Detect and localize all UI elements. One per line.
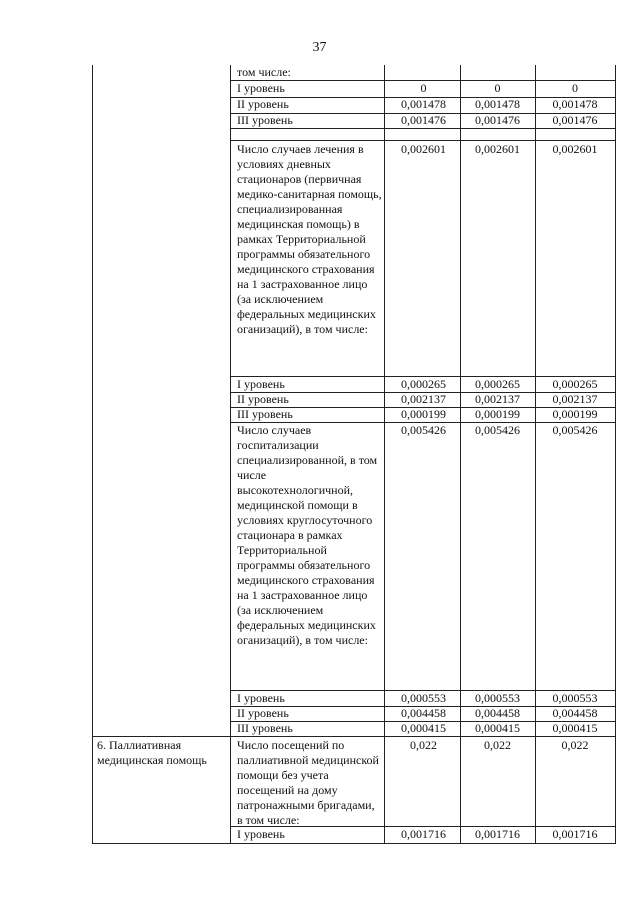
row-label: II уровень (237, 392, 289, 406)
cell-value: 0,000199 (475, 407, 520, 421)
row-label: Число случаев лечения в условиях дневных стационаров (первичная медико-санитарная помощь, специализированная медицинская помощь) в рамках Территориальной программы обязательного медицинского страхования на 1 застрахованное лицо (за исключением федеральных медицинских оганизаций), в том числе: (237, 142, 382, 336)
column-divider (230, 65, 231, 843)
cell-value: 0,000265 (401, 377, 446, 391)
cell-value: 0,002137 (552, 392, 598, 406)
row-label: I уровень (237, 827, 285, 841)
cell-value: 0 (420, 81, 427, 95)
cell-value: 0,001716 (552, 827, 598, 841)
cell-value: 0,002137 (401, 392, 446, 406)
cell-value: 0,000415 (401, 721, 446, 735)
cell-value: 0,000415 (552, 721, 598, 735)
column-divider (384, 65, 385, 843)
cell-value: 0,001478 (552, 97, 598, 111)
row-label: III уровень (237, 113, 293, 127)
row-label: I уровень (237, 377, 285, 391)
section-title: 6. Паллиативная медицинская помощь (97, 738, 207, 767)
cell-value: 0,001716 (475, 827, 520, 841)
cell-value: 0,002601 (475, 142, 520, 156)
row-divider (93, 736, 615, 737)
cell-value: 0 (494, 81, 501, 95)
cell-value: 0,002137 (475, 392, 520, 406)
cell-value: 0,000265 (552, 377, 598, 391)
cell-value: 0,004458 (401, 706, 446, 720)
cell-value: 0,001716 (401, 827, 446, 841)
cell-value: 0,000199 (401, 407, 446, 421)
row-label: I уровень (237, 81, 285, 95)
cell-value: 0,022 (410, 738, 437, 752)
cell-value: 0,001476 (475, 113, 520, 127)
cell-value: 0,002601 (552, 142, 598, 156)
cell-value: 0,005426 (552, 423, 598, 437)
cell-value: 0,005426 (401, 423, 446, 437)
row-label: Число случаев госпитализации специализированной, в том числе высокотехнологичной, медицинской помощи в условиях круглосуточного стационара в рамках Территориальной программы обязательного медицинского страхования на 1 застрахованное лицо (за исключением федеральных медицинских оганизаций), в том числе: (237, 423, 378, 647)
cell-value: 0,000553 (475, 691, 520, 705)
row-label: III уровень (237, 407, 293, 421)
row-label: том числе: (237, 65, 291, 79)
row-label: III уровень (237, 721, 293, 735)
cell-value: 0,000415 (475, 721, 520, 735)
row-divider (230, 128, 615, 129)
row-label: Число посещений по паллиативной медицинской помощи без учета посещений на дому патронажными бригадами, в том числе: (237, 738, 379, 827)
cell-value: 0,001476 (552, 113, 598, 127)
row-divider (230, 140, 615, 141)
data-table (92, 65, 616, 844)
cell-value: 0,001478 (401, 97, 446, 111)
cell-value: 0 (572, 81, 578, 95)
page-number: 37 (312, 40, 327, 55)
cell-value: 0,001478 (475, 97, 520, 111)
cell-value: 0,022 (561, 738, 589, 752)
row-label: II уровень (237, 97, 289, 111)
cell-value: 0,022 (484, 738, 511, 752)
cell-value: 0,004458 (552, 706, 598, 720)
cell-value: 0,000553 (401, 691, 446, 705)
cell-value: 0,000265 (475, 377, 520, 391)
cell-value: 0,004458 (475, 706, 520, 720)
cell-value: 0,000553 (552, 691, 598, 705)
cell-value: 0,005426 (475, 423, 520, 437)
cell-value: 0,002601 (401, 142, 446, 156)
row-label: I уровень (237, 691, 285, 705)
cell-value: 0,001476 (401, 113, 446, 127)
cell-value: 0,000199 (552, 407, 598, 421)
row-label: II уровень (237, 706, 289, 720)
